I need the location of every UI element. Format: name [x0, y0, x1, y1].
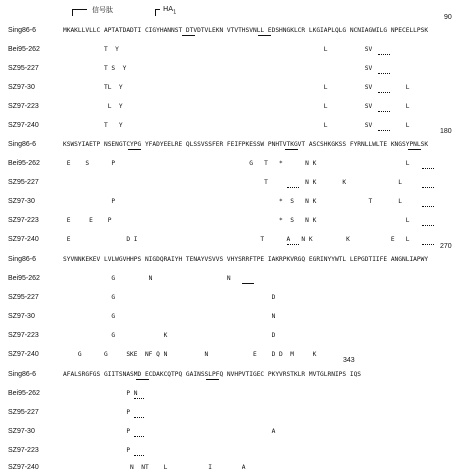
- strain-name: Bei95-262: [8, 160, 40, 167]
- glycosylation-site-underline: [378, 73, 390, 74]
- strain-name: SZ97-223: [8, 447, 39, 454]
- sequence-row: [0, 369, 460, 380]
- glycosylation-site-underline: [136, 379, 149, 380]
- strain-name: SZ97-30: [8, 84, 35, 91]
- ha1-label: $HA_1$: [163, 5, 177, 16]
- sequence-row: [0, 139, 460, 150]
- position-number: 180: [440, 128, 452, 135]
- aa-sequence: G K D: [63, 332, 276, 339]
- sequence-row: [0, 215, 460, 226]
- aa-sequence: G N: [63, 313, 276, 320]
- aa-sequence: TL Y L SV L: [63, 84, 410, 91]
- sequence-row: [0, 445, 460, 456]
- glycosylation-site-underline: [378, 111, 390, 112]
- aa-sequence: G G SKE NF Q N N E D D M K: [63, 351, 317, 358]
- aa-sequence: E D I T A N K K E L: [63, 236, 410, 243]
- sequence-row: [0, 462, 460, 473]
- glycosylation-site-underline: [128, 149, 141, 150]
- aa-sequence: G N N: [63, 275, 231, 282]
- glycosylation-site-underline: [134, 436, 144, 437]
- glycosylation-site-underline: [422, 168, 434, 169]
- sequence-row: [0, 82, 460, 93]
- strain-name: SZ97-223: [8, 217, 39, 224]
- glycosylation-site-underline: [287, 187, 299, 188]
- strain-name: SZ97-240: [8, 236, 39, 243]
- glycosylation-site-underline: [408, 149, 421, 150]
- aa-sequence: P A: [63, 428, 276, 435]
- sequence-row: [0, 330, 460, 341]
- strain-name: SZ97-240: [8, 122, 39, 129]
- sequence-row: [0, 388, 460, 399]
- sequence-row: [0, 63, 460, 74]
- strain-name: SZ95-227: [8, 179, 39, 186]
- position-number: 270: [440, 243, 452, 250]
- sequence-row: [0, 196, 460, 207]
- aa-sequence: T N K K L: [63, 179, 402, 186]
- strain-name: Bei95-262: [8, 46, 40, 53]
- glycosylation-site-underline: [378, 92, 390, 93]
- glycosylation-site-underline: [422, 225, 434, 226]
- strain-name: SZ97-240: [8, 351, 39, 358]
- glycosylation-site-underline: [378, 130, 390, 131]
- strain-name: Sing86-6: [8, 141, 37, 148]
- sequence-row: [0, 273, 460, 284]
- sequence-row: [0, 101, 460, 112]
- sequence-row: [0, 177, 460, 188]
- sequence-row: [0, 44, 460, 55]
- strain-name: SZ97-30: [8, 198, 35, 205]
- aa-sequence: T Y L SV: [63, 46, 373, 53]
- glycosylation-site-underline: [422, 187, 434, 188]
- glycosylation-site-underline: [182, 35, 195, 36]
- strain-name: Bei95-262: [8, 390, 40, 397]
- aa-sequence: P N: [63, 390, 138, 397]
- sequence-row: [0, 292, 460, 303]
- glycosylation-site-underline: [134, 398, 144, 399]
- position-number: 90: [444, 14, 452, 21]
- glycosylation-site-underline: [206, 379, 219, 380]
- glycosylation-site-underline: [285, 149, 298, 150]
- aa-sequence: SYVNNKEKEV LVLWGVHHPS NIGDQRAIYH TENAYVSVVS VHYSRRFTPE IAKRPKVRGQ EGRINYYWTL LEPGDTIIFE ANGNLIAPWY: [63, 256, 429, 263]
- glycosylation-site-underline: [422, 206, 434, 207]
- strain-name: Sing86-6: [8, 256, 37, 263]
- sequence-row: [0, 407, 460, 418]
- sequence-row: [0, 234, 460, 245]
- sequence-row: [0, 349, 460, 360]
- signal-peptide-bracket: [72, 9, 87, 16]
- strain-name: SZ97-223: [8, 332, 39, 339]
- position-number: 343: [343, 357, 355, 364]
- glycosylation-site-underline: [134, 455, 144, 456]
- aa-sequence: P: [63, 409, 131, 416]
- sequence-row: [0, 426, 460, 437]
- aa-sequence: L Y L SV L: [63, 103, 410, 110]
- aa-sequence: P: [63, 447, 131, 454]
- strain-name: SZ95-227: [8, 409, 39, 416]
- aa-sequence: G D: [63, 294, 276, 301]
- strain-name: SZ97-30: [8, 313, 35, 320]
- aa-sequence: N NT L I A: [63, 464, 246, 471]
- signal-peptide-label: 信号肽: [92, 6, 113, 14]
- sequence-row: [0, 120, 460, 131]
- strain-name: Sing86-6: [8, 371, 37, 378]
- sequence-row: [0, 25, 460, 36]
- sequence-row: [0, 158, 460, 169]
- strain-name: SZ97-223: [8, 103, 39, 110]
- sequence-row: [0, 311, 460, 322]
- aa-sequence: T S Y SV: [63, 65, 373, 72]
- sequence-row: [0, 254, 460, 265]
- aa-sequence: P * S N K T L: [63, 198, 402, 205]
- glycosylation-site-underline: [422, 244, 434, 245]
- glycosylation-site-underline: [134, 417, 144, 418]
- strain-name: SZ95-227: [8, 65, 39, 72]
- strain-name: Bei95-262: [8, 275, 40, 282]
- glycosylation-site-underline: [287, 244, 299, 245]
- strain-name: SZ97-30: [8, 428, 35, 435]
- aa-sequence: T Y L SV L: [63, 122, 410, 129]
- aa-sequence: KSWSYIAETP NSENGTCYPG YFADYEELRE QLSSVSSFER FEIFPKESSW PNHTVTKGVT ASCSHKGKSS FYRNLLWLTE KNGSYPNLSK: [63, 141, 429, 148]
- strain-name: Sing86-6: [8, 27, 37, 34]
- aa-sequence: AFALSRGFGS GIITSNASMD ECDAKCQTPQ GAINSSLPFQ NVHPVTIGEC PKYVRSTKLR MVTGLRNIPS IQS: [63, 371, 362, 378]
- aa-sequence: E E P * S N K L: [63, 217, 410, 224]
- glycosylation-site-underline: [258, 35, 271, 36]
- ha1-marker: [155, 9, 160, 16]
- glycosylation-site-underline: [242, 283, 254, 284]
- aa-sequence: MKAKLLVLLC APTATDADTI CIGYHANNST DTVDTVLEKN VTVTHSVNLL EDSHNGKLCR LKGIAPLQLG NCNIAGWILG NPECELLPSK: [63, 27, 429, 34]
- strain-name: SZ97-240: [8, 464, 39, 471]
- glycosylation-site-underline: [378, 54, 390, 55]
- aa-sequence: E S P G T * N K L: [63, 160, 410, 167]
- strain-name: SZ95-227: [8, 294, 39, 301]
